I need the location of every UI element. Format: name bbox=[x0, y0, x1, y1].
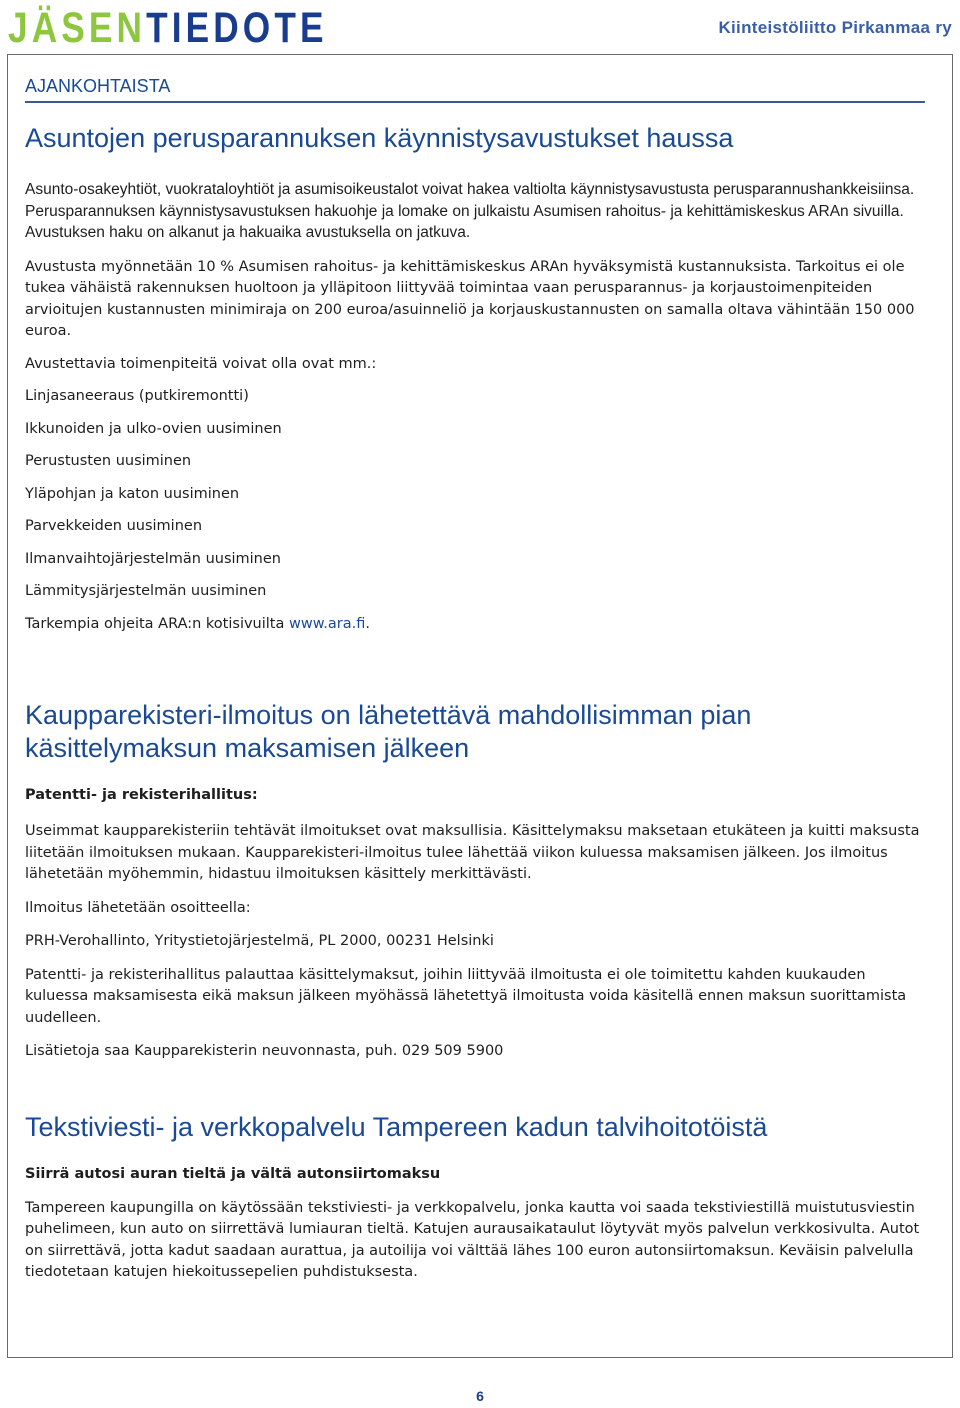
article1-paragraph1: Asunto-osakeyhtiöt, vuokrataloyhtiöt ja asumisoikeustalot voivat hakea valtiolta käynnistysavustusta perusparannushankkeisiinsa. Perusparannuksen käynnistysavustuksen hakuohje ja lomake on julkaistu Asumisen rahoitus- ja kehittämiskeskus ARAn sivuilla. Avustuksen haku on alkanut ja hakuaika avustuksella on jatkuva. bbox=[25, 181, 915, 241]
page-number: 6 bbox=[476, 1388, 484, 1404]
organization-name: Kiinteistöliitto Pirkanmaa ry bbox=[718, 18, 952, 37]
article1-title: Asuntojen perusparannuksen käynnistysavustukset haussa bbox=[25, 123, 734, 153]
article-content bbox=[25, 122, 925, 1284]
article1-list-intro: Avustettavia toimenpiteitä voivat olla ovat mm.: bbox=[25, 355, 377, 372]
article3-subheading: Siirrä autosi auran tieltä ja vältä autonsiirtomaksu bbox=[25, 1165, 441, 1182]
article1-more-info bbox=[25, 614, 925, 636]
more-info-text: Tarkempia ohjeita ARA:n kotisivuilta bbox=[25, 615, 289, 632]
list-item: Lämmitysjärjestelmän uusiminen bbox=[25, 583, 267, 599]
list-item: Linjasaneeraus (putkiremontti) bbox=[25, 388, 249, 404]
list-item: Ilmanvaihtojärjestelmän uusiminen bbox=[25, 550, 281, 567]
article2-contact: Lisätietoja saa Kaupparekisterin neuvonnasta, puh. 029 509 5900 bbox=[25, 1043, 504, 1059]
article1-paragraph2: Avustusta myönnetään 10 % Asumisen rahoitus- ja kehittämiskeskus ARAn hyväksymistä kustannuksista. Tarkoitus ei ole tukea vähäistä rakennuksen huoltoon ja ylläpitoon liittyvää toimintaa vaan perusparannus- ja korjaustoimenpiteiden arvioitujen kustannusten minimiraja on 200 euroa/asuinneliö ja korjauskustannusten on samalla oltava vähintään 150 000 euroa. bbox=[25, 258, 915, 339]
article2-subheading: Patentti- ja rekisterihallitus: bbox=[25, 787, 258, 803]
article2-paragraph1: Useimmat kaupparekisteriin tehtävät ilmoitukset ovat maksullisia. Käsittelymaksu maksetaan etukäteen ja kuitti maksusta liitetään ilmoituksen mukaan. Kaupparekisteri-ilmoitus tulee lähettää viikon kuluessa maksamisen jälkeen. Jos ilmoitus lähetetään myöhemmin, hidastuu ilmoituksen käsittely merkittävästi. bbox=[25, 823, 920, 882]
article2-address-intro: Ilmoitus lähetetään osoitteella: bbox=[25, 899, 251, 916]
newsletter-logo bbox=[8, 6, 328, 50]
more-info-end: . bbox=[365, 615, 370, 632]
logo-part-tiedote: TIEDOTE bbox=[146, 4, 328, 52]
list-item: Parvekkeiden uusiminen bbox=[25, 518, 203, 534]
logo-part-jasen: JÄSEN bbox=[8, 4, 147, 52]
article3-paragraph1: Tampereen kaupungilla on käytössään tekstiviesti- ja verkkopalvelu, jonka kautta voi saada tekstiviestillä muistutusviestin puhelimeen, kun auto on siirrettävä lumiauran tieltä. Katujen aurausaikataulut löytyvät myös palvelun verkkosivulta. Autot on siirrettävä, jotta kadut saadaan aurattua, ja autoilija voi välttää lähes 100 euron autonsiirtomaksun. Keväisin palvelulla tiedotetaan katujen hiekoitussepelien puhdistuksesta. bbox=[25, 1199, 920, 1280]
list-item: Ikkunoiden ja ulko-ovien uusiminen bbox=[25, 420, 282, 437]
section-divider bbox=[25, 101, 925, 103]
article2-address: PRH-Verohallinto, Yritystietojärjestelmä, PL 2000, 00231 Helsinki bbox=[25, 933, 494, 949]
article2-title: Kaupparekisteri-ilmoitus on lähetettävä mahdollisimman pian käsittelymaksun maksamisen jälkeen bbox=[25, 700, 752, 763]
ara-website-link[interactable]: www.ara.fi bbox=[289, 615, 366, 632]
list-item: Yläpohjan ja katon uusiminen bbox=[25, 485, 240, 502]
section-label: AJANKOHTAISTA bbox=[25, 76, 171, 96]
masthead bbox=[8, 6, 952, 50]
list-item: Perustusten uusiminen bbox=[25, 453, 192, 469]
article3-title: Tekstiviesti- ja verkkopalvelu Tampereen kadun talvihoitotöistä bbox=[25, 1111, 768, 1142]
article2-paragraph2: Patentti- ja rekisterihallitus palauttaa käsittelymaksut, joihin liittyvää ilmoitusta ei ole toimitettu kahden kuukauden kuluessa maksamisesta eikä maksun jälkeen myöhässä lähetettyä ilmoitusta voida käsitellä ennen maksun suorittamista uudelleen. bbox=[25, 966, 907, 1026]
